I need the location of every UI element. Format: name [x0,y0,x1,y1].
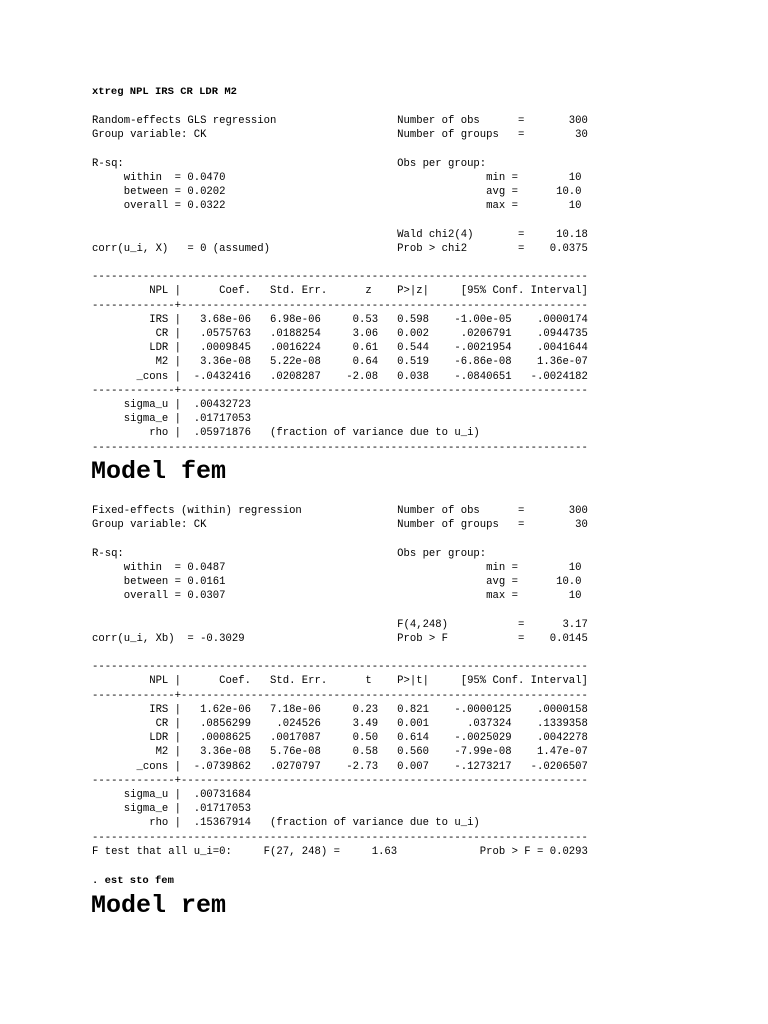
output-line [92,532,588,546]
output-line: LDR | .0009845 .0016224 0.61 0.544 -.0021954 .0041644 [92,342,588,355]
output-line: IRS | 1.62e-06 7.18e-06 0.23 0.821 -.0000125 .0000158 [92,703,588,716]
output-line: -------------+---------------------------------------------------------------- [92,774,588,787]
output-line: Group variable: CK Number of groups = 30 [92,519,588,532]
fixed-effects-output [92,504,588,859]
output-line: F test that all u_i=0: F(27, 248) = 1.63 Prob > F = 0.0293 [92,845,588,858]
output-line: within = 0.0470 min = 10 [92,171,582,184]
output-line: between = 0.0161 avg = 10.0 [92,576,582,589]
output-line: -------------+---------------------------------------------------------------- [92,689,588,702]
output-line: Fixed-effects (within) regression Number of obs = 300 [92,505,588,517]
output-line: corr(u_i, Xb) = -0.3029 Prob > F = 0.0145 [92,632,588,645]
output-line: _cons | -.0432416 .0208287 -2.08 0.038 -.0840651 -.0024182 [92,370,588,383]
output-line: sigma_e | .01717053 [92,413,251,426]
output-line: within = 0.0487 min = 10 [92,561,582,574]
output-line: Wald chi2(4) = 10.18 [92,228,588,241]
output-line: NPL | Coef. Std. Err. z P>|z| [95% Conf. Interval] [92,285,588,298]
output-line [92,213,588,227]
output-line: between = 0.0202 avg = 10.0 [92,186,582,199]
est-sto-command: . est sto fem [92,875,174,887]
output-line: F(4,248) = 3.17 [92,618,588,631]
output-line: rho | .05971876 (fraction of variance due to u_i) [92,427,480,440]
xtreg-command: xtreg NPL IRS CR LDR M2 [92,86,237,98]
output-line: R-sq: Obs per group: [92,547,487,560]
output-line: CR | .0575763 .0188254 3.06 0.002 .0206791 .0944735 [92,328,588,341]
output-line [92,256,588,270]
output-line [92,646,588,660]
output-line: M2 | 3.36e-08 5.22e-08 0.64 0.519 -6.86e-08 1.36e-07 [92,356,588,369]
output-line: ------------------------------------------------------------------------------ [92,271,588,284]
output-line [92,603,588,617]
output-line: R-sq: Obs per group: [92,157,487,170]
output-line: M2 | 3.36e-08 5.76e-08 0.58 0.560 -7.99e-08 1.47e-07 [92,746,588,759]
output-line: corr(u_i, X) = 0 (assumed) Prob > chi2 = 0.0375 [92,242,588,255]
output-line: ------------------------------------------------------------------------------ [92,831,588,844]
output-line: sigma_u | .00432723 [92,399,251,412]
output-line: NPL | Coef. Std. Err. t P>|t| [95% Conf. Interval] [92,675,588,688]
output-line [92,142,588,156]
output-line: Group variable: CK Number of groups = 30 [92,129,588,142]
output-line: _cons | -.0739862 .0270797 -2.73 0.007 -.1273217 -.0206507 [92,760,588,773]
random-effects-output [92,114,588,455]
output-line: -------------+---------------------------------------------------------------- [92,299,588,312]
heading-model-fem: Model fem [91,457,227,486]
output-line: overall = 0.0322 max = 10 [92,200,582,213]
output-line: ------------------------------------------------------------------------------ [92,441,588,454]
output-line: IRS | 3.68e-06 6.98e-06 0.53 0.598 -1.00e-05 .0000174 [92,313,588,326]
output-line: LDR | .0008625 .0017087 0.50 0.614 -.0025029 .0042278 [92,732,588,745]
output-line: Random-effects GLS regression Number of obs = 300 [92,115,588,127]
output-line: overall = 0.0307 max = 10 [92,590,582,603]
output-line: -------------+---------------------------------------------------------------- [92,384,588,397]
output-line: sigma_e | .01717053 [92,803,251,816]
output-line: ------------------------------------------------------------------------------ [92,661,588,674]
output-line: sigma_u | .00731684 [92,789,251,802]
output-line: CR | .0856299 .024526 3.49 0.001 .037324 .1339358 [92,718,588,731]
output-line: rho | .15367914 (fraction of variance due to u_i) [92,817,480,830]
heading-model-rem: Model rem [91,891,227,920]
